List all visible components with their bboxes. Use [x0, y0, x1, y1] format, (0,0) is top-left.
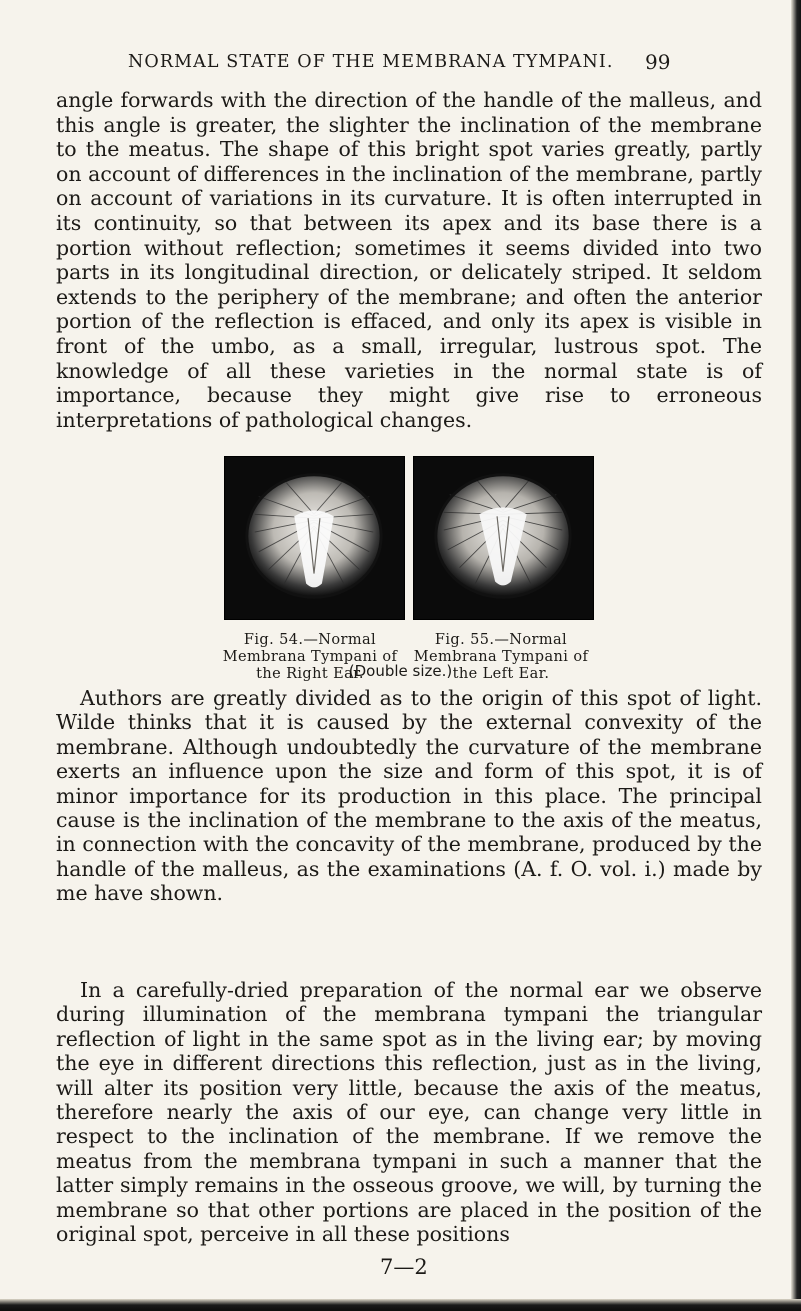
page-edge-bottom — [0, 1299, 801, 1311]
left-ear-membrane-icon — [414, 457, 593, 619]
figure-55-left-ear-engraving — [413, 456, 594, 620]
right-ear-membrane-icon — [225, 457, 404, 619]
figure-55-caption: Fig. 55.—Normal Membrana Tympani of the Left Ear. — [413, 632, 589, 682]
page-edge-right — [791, 0, 801, 1311]
page-number: 99 — [645, 50, 671, 74]
running-head — [0, 52, 801, 80]
figure-size-note: (Double size.) — [348, 662, 453, 680]
paragraph-1: angle forwards with the direction of the handle of the malleus, and this angle is greater, the slighter the inclination of the membrane to the meatus. The shape of this bright spot varies greatly, partly on account of differences in the inclination of the membrane, partly on account of variations in its curvature. It is often interrupted in its continuity, so that between its apex and its base there is a portion without reflection; sometimes it seems divided into two parts in its longitudinal direction, or delicately striped. It seldom extends to the periphery of the membrane; and often the anterior portion of the reflection is effaced, and only its apex is visible in front of the umbo, as a small, irregular, lustrous spot. The knowledge of all these varieties in the normal state is of importance, because they might give rise to erroneous interpretations of pathological changes. — [56, 88, 762, 432]
paragraph-2: Authors are greatly divided as to the origin of this spot of light. Wilde thinks that it is caused by the external convexity of the membrane. Although undoubtedly the curvature of the membrane exerts an influence upon the size and form of this spot, it is of minor importance for its production in this place. The principal cause is the inclination of the membrane to the axis of the meatus, in connection with the concavity of the membrane, produced by the handle of the malleus, as the examinations (A. f. O. vol. i.) made by me have shown. — [56, 686, 762, 906]
figure-54-caption: Fig. 54.—Normal Membrana Tympani of the Right Ear. — [222, 632, 398, 682]
paragraph-3: In a carefully-dried preparation of the normal ear we observe during illumination of the membrana tympani the triangular reflection of light in the same spot as in the living ear; by moving the eye in different directions this reflection, just as in the living, will alter its position very little, because the axis of the meatus, therefore nearly the axis of our eye, can change very little in respect to the inclination of the membrane. If we remove the meatus from the membrana tympani in such a manner that the latter simply remains in the osseous groove, we will, by turning the membrane so that other portions are placed in the position of the original spot, perceive in all these positions — [56, 978, 762, 1247]
signature-mark: 7—2 — [380, 1255, 428, 1279]
figure-54-right-ear-engraving — [224, 456, 405, 620]
running-title: NORMAL STATE OF THE MEMBRANA TYMPANI. — [128, 52, 614, 72]
